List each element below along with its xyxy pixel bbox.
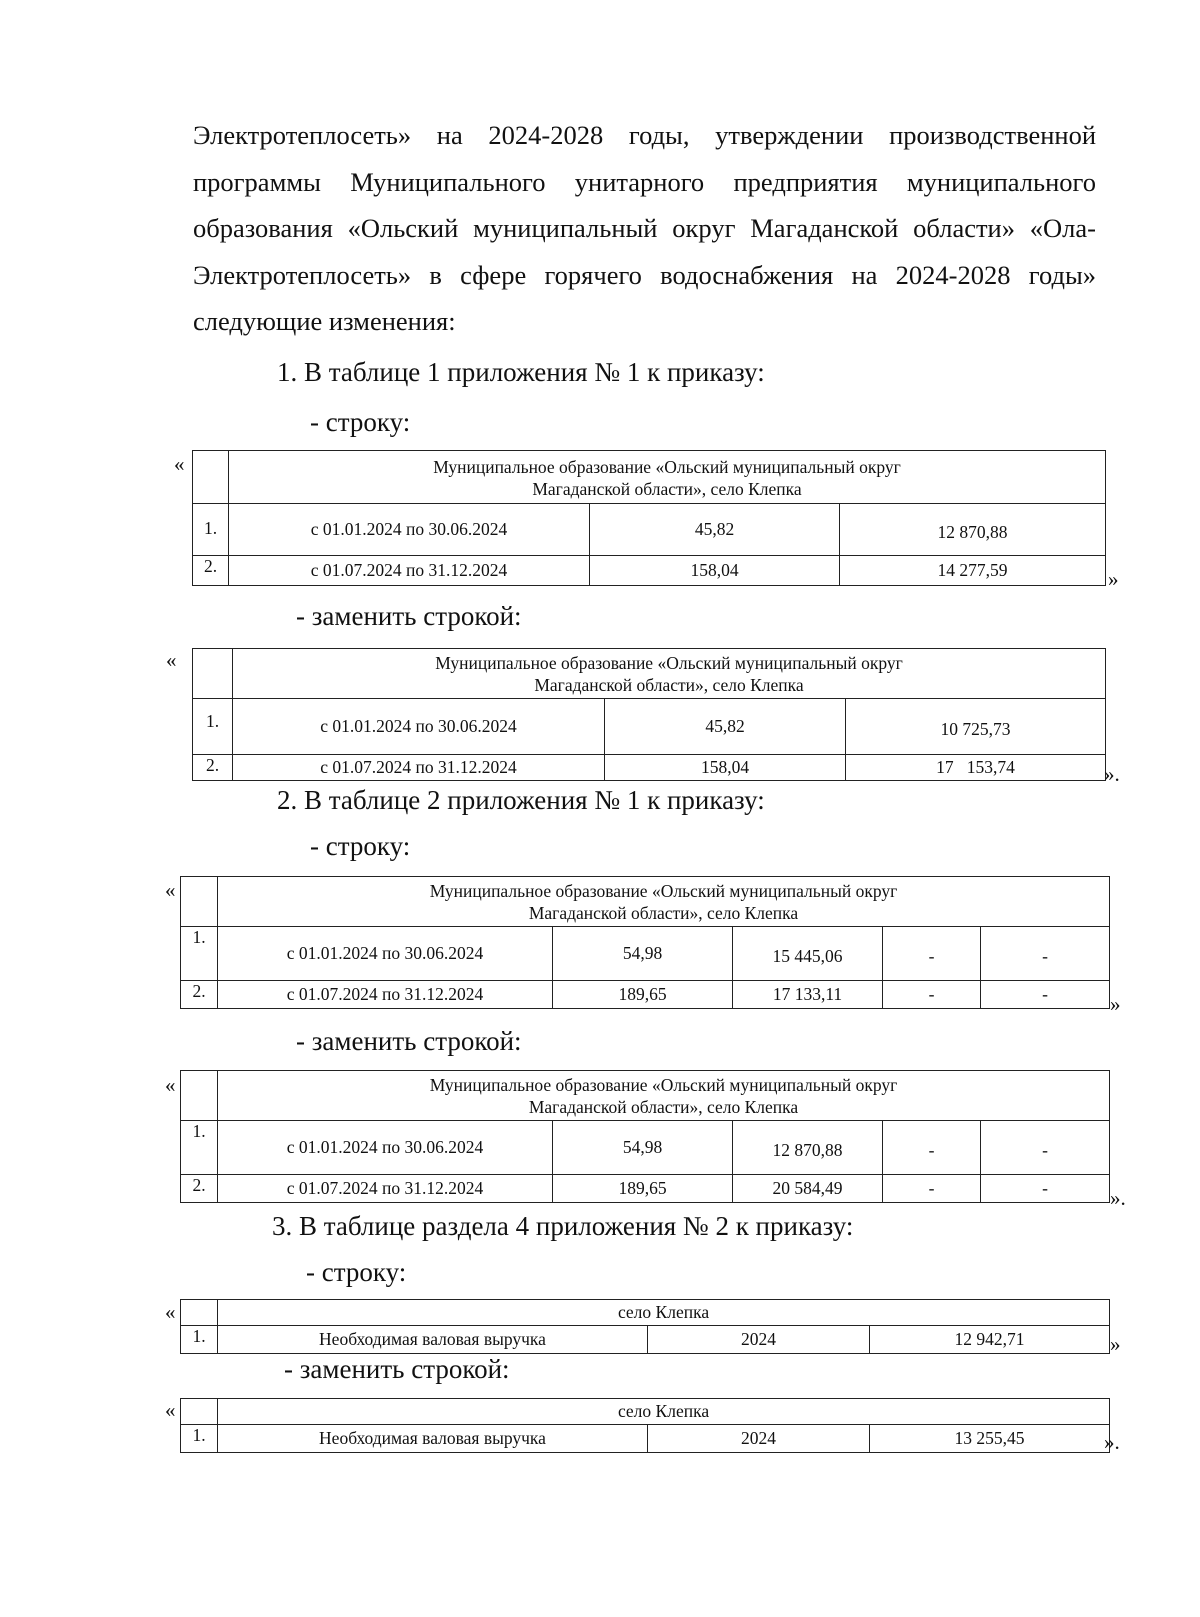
table-header: Муниципальное образование «Ольский муниципальный округ Магаданской области», село Клепка (233, 649, 1106, 699)
period-cell: с 01.07.2024 по 31.12.2024 (218, 1175, 553, 1203)
section3-new-label: - заменить строкой: (284, 1354, 510, 1384)
table-row (181, 981, 1110, 1009)
value-cell: 13 255,45 (870, 1425, 1110, 1453)
value-cell: - (883, 981, 981, 1009)
value-cell: 14 277,59 (840, 556, 1106, 586)
section2-new-table (180, 1070, 1110, 1203)
value-cell: 17 133,11 (733, 981, 883, 1009)
section1-old-table (192, 450, 1106, 586)
row-number: 1. (181, 927, 218, 981)
close-quote: » (1110, 1332, 1121, 1356)
row-number: 2. (181, 1175, 218, 1203)
row-number: 2. (193, 556, 229, 586)
table-row (181, 1175, 1110, 1203)
intro-line: программы Муниципального унитарного предприятия муниципального (193, 166, 1096, 197)
section1-new-table (192, 648, 1106, 781)
value-cell: - (883, 927, 981, 981)
value-cell: 158,04 (590, 556, 840, 586)
open-quote: « (165, 1073, 176, 1097)
row-number: 1. (181, 1121, 218, 1175)
row-number: 1. (181, 1425, 218, 1453)
section3-heading: 3. В таблице раздела 4 приложения № 2 к приказу: (272, 1211, 854, 1241)
section3-old-label: - строку: (306, 1257, 407, 1287)
year-cell: 2024 (648, 1326, 870, 1354)
open-quote: « (166, 648, 177, 672)
value-cell: 54,98 (553, 927, 733, 981)
close-quote: » (1108, 567, 1119, 591)
value-cell: 45,82 (605, 699, 846, 755)
value-cell: 158,04 (605, 755, 846, 781)
value-cell: - (883, 1121, 981, 1175)
table-header: село Клепка (218, 1300, 1110, 1326)
table-row (193, 504, 1106, 556)
section3-old-table (180, 1299, 1110, 1354)
value-cell: 12 942,71 (870, 1326, 1110, 1354)
value-cell: 12 870,88 (840, 504, 1106, 556)
table-header: Муниципальное образование «Ольский муниципальный округ Магаданской области», село Клепка (218, 877, 1110, 927)
table-row (193, 699, 1106, 755)
row-number: 1. (193, 699, 233, 755)
table-row (181, 1326, 1110, 1354)
value-cell: - (981, 1175, 1110, 1203)
open-quote: « (165, 878, 176, 902)
empty-cell (181, 877, 218, 927)
section1-old-label: - строку: (310, 407, 411, 437)
period-cell: с 01.07.2024 по 31.12.2024 (229, 556, 590, 586)
table-row (181, 927, 1110, 981)
intro-line: следующие изменения: (193, 306, 456, 336)
period-cell: с 01.07.2024 по 31.12.2024 (218, 981, 553, 1009)
value-cell: 45,82 (590, 504, 840, 556)
name-cell: Необходимая валовая выручка (218, 1425, 648, 1453)
row-number: 2. (181, 981, 218, 1009)
period-cell: с 01.01.2024 по 30.06.2024 (218, 927, 553, 981)
value-cell: 189,65 (553, 1175, 733, 1203)
empty-cell (193, 451, 229, 504)
value-cell: 15 445,06 (733, 927, 883, 981)
period-cell: с 01.01.2024 по 30.06.2024 (218, 1121, 553, 1175)
table-header: Муниципальное образование «Ольский муниципальный округ Магаданской области», село Клепка (229, 451, 1106, 504)
open-quote: « (165, 1300, 176, 1324)
close-quote: » (1110, 992, 1121, 1016)
empty-cell (181, 1399, 218, 1425)
row-number: 1. (181, 1326, 218, 1354)
value-cell: 12 870,88 (733, 1121, 883, 1175)
section2-heading: 2. В таблице 2 приложения № 1 к приказу: (277, 785, 765, 815)
section1-new-label: - заменить строкой: (296, 601, 522, 631)
period-cell: с 01.01.2024 по 30.06.2024 (233, 699, 605, 755)
value-cell: - (883, 1175, 981, 1203)
close-quote-period: ». (1104, 1430, 1120, 1454)
section3-new-table (180, 1398, 1110, 1453)
open-quote: « (174, 452, 185, 476)
value-cell: 189,65 (553, 981, 733, 1009)
section2-new-label: - заменить строкой: (296, 1026, 522, 1056)
value-cell: 10 725,73 (846, 699, 1106, 755)
intro-paragraph (193, 112, 1096, 345)
empty-cell (181, 1300, 218, 1326)
close-quote-period: ». (1110, 1186, 1126, 1210)
section1-heading: 1. В таблице 1 приложения № 1 к приказу: (277, 357, 765, 387)
table-row (181, 1425, 1110, 1453)
row-number: 2. (193, 755, 233, 781)
table-row (181, 1121, 1110, 1175)
section2-old-label: - строку: (310, 831, 411, 861)
empty-cell (193, 649, 233, 699)
table-header: село Клепка (218, 1399, 1110, 1425)
value-cell: - (981, 927, 1110, 981)
period-cell: с 01.01.2024 по 30.06.2024 (229, 504, 590, 556)
value-cell: 17 153,74 (846, 755, 1106, 781)
value-cell: - (981, 1121, 1110, 1175)
value-cell: 20 584,49 (733, 1175, 883, 1203)
open-quote: « (165, 1398, 176, 1422)
empty-cell (181, 1071, 218, 1121)
name-cell: Необходимая валовая выручка (218, 1326, 648, 1354)
row-number: 1. (193, 504, 229, 556)
period-cell: с 01.07.2024 по 31.12.2024 (233, 755, 605, 781)
intro-line: Электротеплосеть» в сфере горячего водоснабжения на 2024-2028 годы» (193, 259, 1096, 290)
intro-line: Электротеплосеть» на 2024-2028 годы, утверждении производственной (193, 120, 1096, 150)
value-cell: 54,98 (553, 1121, 733, 1175)
table-header: Муниципальное образование «Ольский муниципальный округ Магаданской области», село Клепка (218, 1071, 1110, 1121)
table-row (193, 755, 1106, 781)
value-cell: - (981, 981, 1110, 1009)
intro-line: образования «Ольский муниципальный округ Магаданской области» «Ола- (193, 213, 1096, 243)
close-quote-period: ». (1104, 762, 1120, 786)
section2-old-table (180, 876, 1110, 1009)
table-row (193, 556, 1106, 586)
year-cell: 2024 (648, 1425, 870, 1453)
